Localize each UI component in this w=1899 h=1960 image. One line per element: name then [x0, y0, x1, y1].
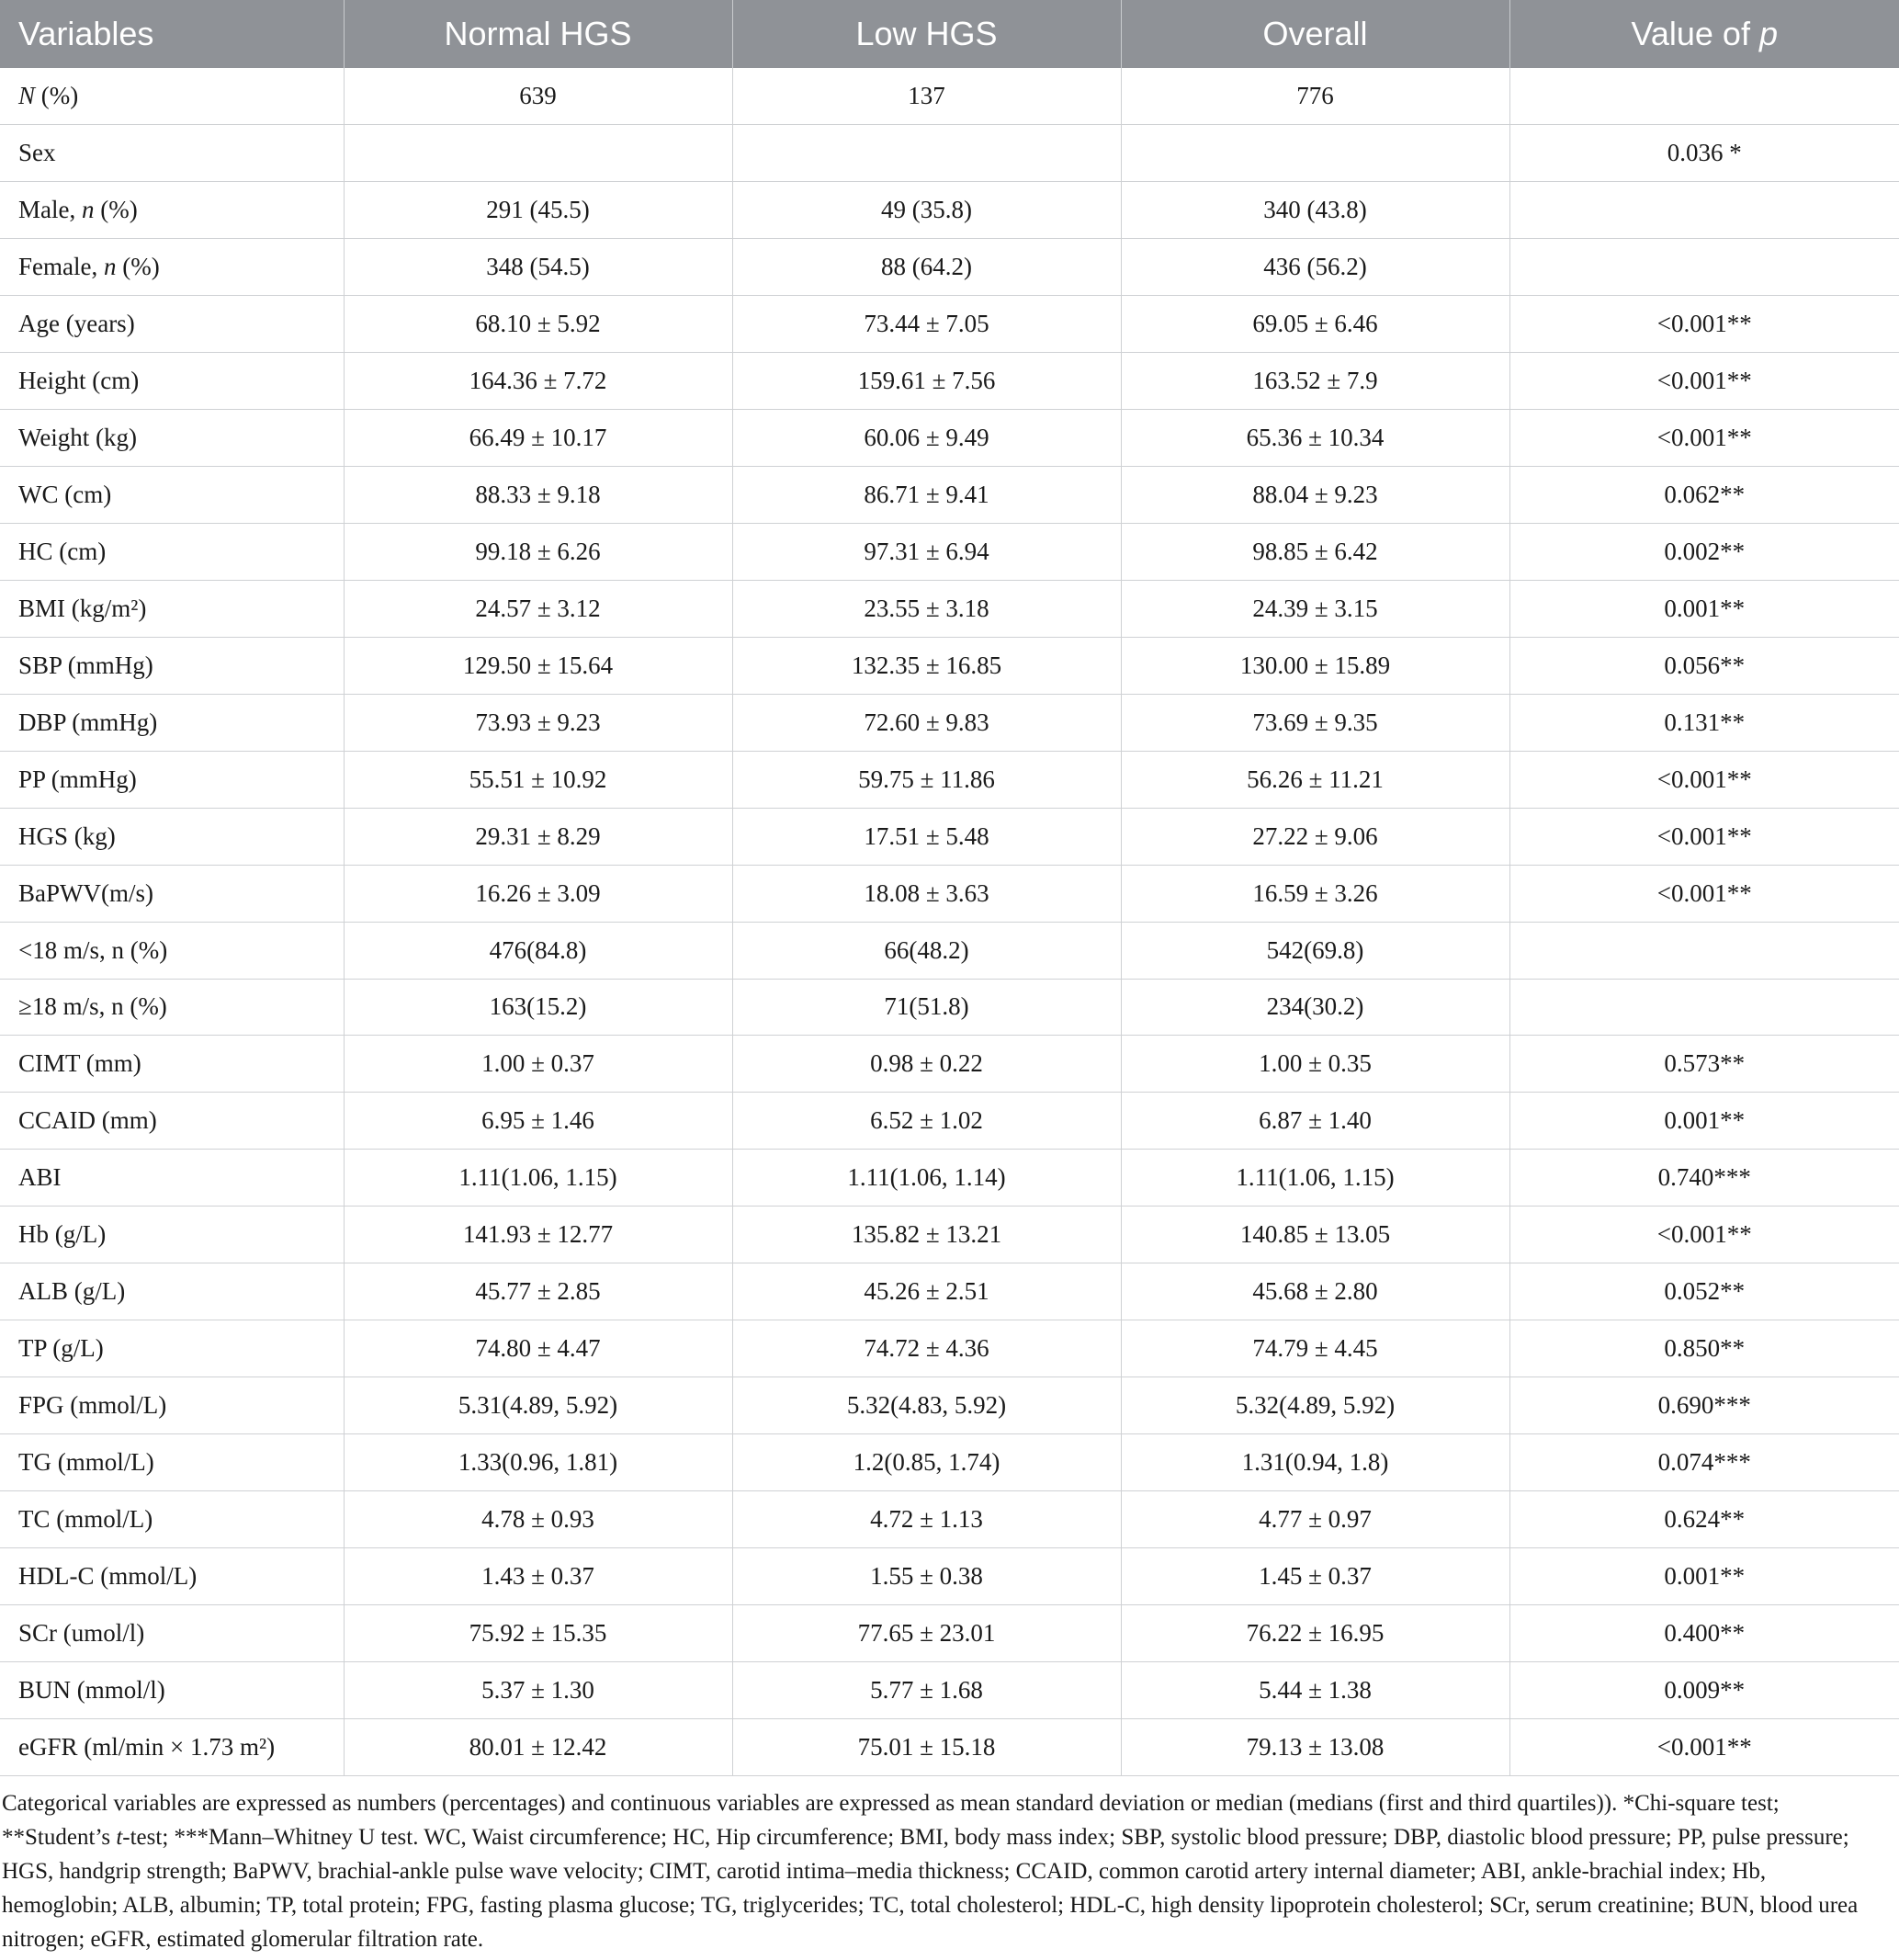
normal-hgs-cell: 1.33(0.96, 1.81): [344, 1434, 732, 1491]
p-value-cell: 0.624**: [1509, 1490, 1899, 1547]
p-value-cell: <0.001**: [1509, 865, 1899, 922]
label-suffix: (%): [94, 196, 138, 224]
variable-label: [0, 1661, 344, 1718]
low-hgs-cell: 73.44 ± 7.05: [732, 296, 1121, 353]
p-value-cell: 0.074***: [1509, 1434, 1899, 1491]
low-hgs-cell: 159.61 ± 7.56: [732, 353, 1121, 410]
normal-hgs-cell: 55.51 ± 10.92: [344, 751, 732, 808]
low-hgs-cell: 4.72 ± 1.13: [732, 1490, 1121, 1547]
label-text: TC (mmol/L): [18, 1504, 153, 1533]
label-text: SBP (mmHg): [18, 651, 153, 679]
low-hgs-cell: 88 (64.2): [732, 239, 1121, 296]
overall-cell: 1.00 ± 0.35: [1121, 1036, 1509, 1093]
low-hgs-cell: 135.82 ± 13.21: [732, 1207, 1121, 1263]
table-row: [0, 1320, 1899, 1377]
low-hgs-cell: 5.32(4.83, 5.92): [732, 1377, 1121, 1434]
overall-cell: 340 (43.8): [1121, 182, 1509, 239]
table-row: [0, 637, 1899, 694]
variable-label: [0, 1207, 344, 1263]
label-text: BUN (mmol/l): [18, 1675, 165, 1704]
normal-hgs-cell: 348 (54.5): [344, 239, 732, 296]
table-row: [0, 1718, 1899, 1775]
table-row: [0, 1434, 1899, 1491]
low-hgs-cell: 17.51 ± 5.48: [732, 808, 1121, 865]
label-text: Male,: [18, 196, 82, 224]
p-value-cell: [1509, 68, 1899, 125]
variable-label: [0, 865, 344, 922]
variable-label: [0, 410, 344, 467]
overall-cell: 1.11(1.06, 1.15): [1121, 1150, 1509, 1207]
table-row: [0, 979, 1899, 1036]
variable-label: [0, 239, 344, 296]
normal-hgs-cell: 24.57 ± 3.12: [344, 580, 732, 637]
table-row: [0, 1150, 1899, 1207]
table-row: [0, 353, 1899, 410]
p-value-cell: 0.002**: [1509, 524, 1899, 581]
normal-hgs-cell: 5.31(4.89, 5.92): [344, 1377, 732, 1434]
header-overall: Overall: [1121, 0, 1509, 68]
p-value-cell: 0.850**: [1509, 1320, 1899, 1377]
table-row: [0, 865, 1899, 922]
normal-hgs-cell: 141.93 ± 12.77: [344, 1207, 732, 1263]
p-value-cell: 0.036 *: [1509, 125, 1899, 182]
label-suffix: (%): [116, 253, 160, 281]
label-text: WC (cm): [18, 481, 112, 509]
variable-label: [0, 751, 344, 808]
overall-cell: 1.45 ± 0.37: [1121, 1547, 1509, 1604]
overall-cell: 5.32(4.89, 5.92): [1121, 1377, 1509, 1434]
overall-cell: 69.05 ± 6.46: [1121, 296, 1509, 353]
header-p-value: [1509, 0, 1899, 68]
variable-label: [0, 1320, 344, 1377]
p-value-cell: 0.690***: [1509, 1377, 1899, 1434]
low-hgs-cell: 132.35 ± 16.85: [732, 637, 1121, 694]
label-text: BMI (kg/m²): [18, 594, 147, 622]
low-hgs-cell: 49 (35.8): [732, 182, 1121, 239]
low-hgs-cell: 75.01 ± 15.18: [732, 1718, 1121, 1775]
label-text: ≥18 m/s, n (%): [18, 992, 167, 1021]
label-text: DBP (mmHg): [18, 708, 158, 736]
normal-hgs-cell: 16.26 ± 3.09: [344, 865, 732, 922]
overall-cell: 140.85 ± 13.05: [1121, 1207, 1509, 1263]
normal-hgs-cell: [344, 125, 732, 182]
normal-hgs-cell: 1.00 ± 0.37: [344, 1036, 732, 1093]
table-row: [0, 467, 1899, 524]
low-hgs-cell: [732, 125, 1121, 182]
label-text: Sex: [18, 139, 56, 167]
label-text: BaPWV(m/s): [18, 878, 153, 907]
normal-hgs-cell: 129.50 ± 15.64: [344, 637, 732, 694]
p-value-cell: 0.400**: [1509, 1604, 1899, 1661]
p-value-cell: <0.001**: [1509, 808, 1899, 865]
header-row: [0, 0, 1899, 68]
normal-hgs-cell: 74.80 ± 4.47: [344, 1320, 732, 1377]
normal-hgs-cell: 80.01 ± 12.42: [344, 1718, 732, 1775]
label-italic: n: [81, 196, 95, 224]
variable-label: [0, 1434, 344, 1491]
normal-hgs-cell: 163(15.2): [344, 979, 732, 1036]
p-value-cell: [1509, 239, 1899, 296]
label-text: PP (mmHg): [18, 765, 137, 793]
table-footnote: [0, 1786, 1885, 1956]
label-text: Female,: [18, 253, 104, 281]
overall-cell: 45.68 ± 2.80: [1121, 1263, 1509, 1320]
variable-label: [0, 1263, 344, 1320]
variable-label: [0, 68, 344, 125]
label-text: FPG (mmol/L): [18, 1391, 167, 1420]
table-row: [0, 239, 1899, 296]
table-header: [0, 0, 1899, 68]
p-value-cell: [1509, 182, 1899, 239]
table-body: [0, 68, 1899, 1775]
low-hgs-cell: 77.65 ± 23.01: [732, 1604, 1121, 1661]
variable-label: [0, 1093, 344, 1150]
table-row: [0, 1377, 1899, 1434]
low-hgs-cell: 23.55 ± 3.18: [732, 580, 1121, 637]
p-value-cell: <0.001**: [1509, 296, 1899, 353]
normal-hgs-cell: 73.93 ± 9.23: [344, 694, 732, 751]
label-italic: N: [18, 82, 36, 110]
table-row: [0, 410, 1899, 467]
table-row: [0, 524, 1899, 581]
p-value-cell: 0.573**: [1509, 1036, 1899, 1093]
variable-label: [0, 922, 344, 979]
low-hgs-cell: 86.71 ± 9.41: [732, 467, 1121, 524]
variable-label: [0, 694, 344, 751]
low-hgs-cell: 59.75 ± 11.86: [732, 751, 1121, 808]
label-text: TG (mmol/L): [18, 1447, 154, 1476]
normal-hgs-cell: 88.33 ± 9.18: [344, 467, 732, 524]
variable-label: [0, 296, 344, 353]
table-row: [0, 182, 1899, 239]
overall-cell: 163.52 ± 7.9: [1121, 353, 1509, 410]
overall-cell: 5.44 ± 1.38: [1121, 1661, 1509, 1718]
variable-label: [0, 808, 344, 865]
label-text: eGFR (ml/min × 1.73 m²): [18, 1732, 276, 1761]
label-text: ABI: [18, 1163, 62, 1192]
normal-hgs-cell: 476(84.8): [344, 922, 732, 979]
variable-label: [0, 467, 344, 524]
overall-cell: 24.39 ± 3.15: [1121, 580, 1509, 637]
label-text: <18 m/s, n (%): [18, 935, 168, 964]
p-value-cell: 0.131**: [1509, 694, 1899, 751]
p-value-cell: 0.740***: [1509, 1150, 1899, 1207]
label-text: TP (g/L): [18, 1334, 104, 1363]
low-hgs-cell: 137: [732, 68, 1121, 125]
normal-hgs-cell: 45.77 ± 2.85: [344, 1263, 732, 1320]
table-row: [0, 296, 1899, 353]
label-text: HDL-C (mmol/L): [18, 1561, 198, 1590]
overall-cell: 65.36 ± 10.34: [1121, 410, 1509, 467]
label-text: Height (cm): [18, 367, 140, 395]
overall-cell: 16.59 ± 3.26: [1121, 865, 1509, 922]
overall-cell: 27.22 ± 9.06: [1121, 808, 1509, 865]
table-row: [0, 68, 1899, 125]
overall-cell: 98.85 ± 6.42: [1121, 524, 1509, 581]
variable-label: [0, 1036, 344, 1093]
low-hgs-cell: 66(48.2): [732, 922, 1121, 979]
low-hgs-cell: 60.06 ± 9.49: [732, 410, 1121, 467]
overall-cell: 74.79 ± 4.45: [1121, 1320, 1509, 1377]
table-row: [0, 1207, 1899, 1263]
p-value-cell: 0.056**: [1509, 637, 1899, 694]
normal-hgs-cell: 68.10 ± 5.92: [344, 296, 732, 353]
low-hgs-cell: 45.26 ± 2.51: [732, 1263, 1121, 1320]
header-normal-hgs: Normal HGS: [344, 0, 732, 68]
variable-label: [0, 524, 344, 581]
p-value-cell: <0.001**: [1509, 751, 1899, 808]
label-text: ALB (g/L): [18, 1277, 126, 1306]
overall-cell: [1121, 125, 1509, 182]
header-p-prefix: Value of: [1631, 15, 1759, 52]
label-text: SCr (umol/l): [18, 1618, 145, 1647]
table-row: [0, 694, 1899, 751]
label-text: Age (years): [18, 310, 135, 338]
overall-cell: 436 (56.2): [1121, 239, 1509, 296]
variable-label: [0, 1718, 344, 1775]
low-hgs-cell: 97.31 ± 6.94: [732, 524, 1121, 581]
normal-hgs-cell: 1.11(1.06, 1.15): [344, 1150, 732, 1207]
label-text: CIMT (mm): [18, 1049, 141, 1078]
variable-label: [0, 1547, 344, 1604]
low-hgs-cell: 1.55 ± 0.38: [732, 1547, 1121, 1604]
p-value-cell: 0.052**: [1509, 1263, 1899, 1320]
low-hgs-cell: 1.2(0.85, 1.74): [732, 1434, 1121, 1491]
overall-cell: 6.87 ± 1.40: [1121, 1093, 1509, 1150]
variable-label: [0, 1377, 344, 1434]
normal-hgs-cell: 66.49 ± 10.17: [344, 410, 732, 467]
low-hgs-cell: 71(51.8): [732, 979, 1121, 1036]
normal-hgs-cell: 6.95 ± 1.46: [344, 1093, 732, 1150]
normal-hgs-cell: 99.18 ± 6.26: [344, 524, 732, 581]
table-row: [0, 808, 1899, 865]
low-hgs-cell: 5.77 ± 1.68: [732, 1661, 1121, 1718]
table-row: [0, 580, 1899, 637]
table-row: [0, 1547, 1899, 1604]
normal-hgs-cell: 164.36 ± 7.72: [344, 353, 732, 410]
table-row: [0, 1604, 1899, 1661]
low-hgs-cell: 74.72 ± 4.36: [732, 1320, 1121, 1377]
header-p-italic: p: [1758, 15, 1778, 52]
variable-label: [0, 637, 344, 694]
overall-cell: 76.22 ± 16.95: [1121, 1604, 1509, 1661]
footnote-part-2: -test; ***Mann–Whitney U test. WC, Waist circumference; HC, Hip circumference; BMI, body mass index; SBP, systolic blood pressure; DBP, diastolic blood pressure; PP, pulse pressure; HGS, handgrip strength; BaPWV, brachial-ankle pulse wave velocity; CIMT, carotid intima–media thickness; CCAID, common carotid artery internal diameter; ABI, ankle-brachial index; Hb, hemoglobin; ALB, albumin; TP, total protein; FPG, fasting plasma glucose; TG, triglycerides; TC, total cholesterol; HDL-C, high density lipoprotein cholesterol; SCr, serum creatinine; BUN, blood urea nitrogen; eGFR, estimated glomerular filtration rate.: [2, 1825, 1859, 1952]
label-suffix: (%): [35, 82, 79, 110]
low-hgs-cell: 72.60 ± 9.83: [732, 694, 1121, 751]
header-variables: Variables: [0, 0, 344, 68]
p-value-cell: [1509, 922, 1899, 979]
normal-hgs-cell: 291 (45.5): [344, 182, 732, 239]
table-row: [0, 1036, 1899, 1093]
table-row: [0, 751, 1899, 808]
overall-cell: 234(30.2): [1121, 979, 1509, 1036]
overall-cell: 56.26 ± 11.21: [1121, 751, 1509, 808]
footnote-t-italic: t: [116, 1825, 123, 1850]
variable-label: [0, 1604, 344, 1661]
low-hgs-cell: 18.08 ± 3.63: [732, 865, 1121, 922]
label-text: Weight (kg): [18, 424, 138, 452]
label-text: HGS (kg): [18, 821, 116, 850]
low-hgs-cell: 1.11(1.06, 1.14): [732, 1150, 1121, 1207]
table-row: [0, 125, 1899, 182]
overall-cell: 4.77 ± 0.97: [1121, 1490, 1509, 1547]
variable-label: [0, 1490, 344, 1547]
normal-hgs-cell: 639: [344, 68, 732, 125]
overall-cell: 1.31(0.94, 1.8): [1121, 1434, 1509, 1491]
p-value-cell: 0.009**: [1509, 1661, 1899, 1718]
p-value-cell: [1509, 979, 1899, 1036]
variable-label: [0, 353, 344, 410]
low-hgs-cell: 6.52 ± 1.02: [732, 1093, 1121, 1150]
variable-label: [0, 979, 344, 1036]
normal-hgs-cell: 29.31 ± 8.29: [344, 808, 732, 865]
normal-hgs-cell: 4.78 ± 0.93: [344, 1490, 732, 1547]
label-italic: n: [103, 253, 117, 281]
p-value-cell: <0.001**: [1509, 410, 1899, 467]
p-value-cell: <0.001**: [1509, 1718, 1899, 1775]
label-text: HC (cm): [18, 537, 107, 565]
variable-label: [0, 580, 344, 637]
label-text: CCAID (mm): [18, 1106, 157, 1135]
overall-cell: 73.69 ± 9.35: [1121, 694, 1509, 751]
footnote-part-1: Categorical variables are expressed as numbers (percentages) and continuous variables are expressed as mean standard deviation or median (medians (first and third quartiles)). *Chi-square test; **Student’s: [2, 1791, 1780, 1850]
overall-cell: 88.04 ± 9.23: [1121, 467, 1509, 524]
low-hgs-cell: 0.98 ± 0.22: [732, 1036, 1121, 1093]
variable-label: [0, 1150, 344, 1207]
p-value-cell: 0.001**: [1509, 580, 1899, 637]
overall-cell: 776: [1121, 68, 1509, 125]
table-row: [0, 922, 1899, 979]
overall-cell: 542(69.8): [1121, 922, 1509, 979]
p-value-cell: <0.001**: [1509, 353, 1899, 410]
table-row: [0, 1490, 1899, 1547]
normal-hgs-cell: 1.43 ± 0.37: [344, 1547, 732, 1604]
table-row: [0, 1093, 1899, 1150]
variable-label: [0, 182, 344, 239]
header-low-hgs: Low HGS: [732, 0, 1121, 68]
p-value-cell: <0.001**: [1509, 1207, 1899, 1263]
overall-cell: 79.13 ± 13.08: [1121, 1718, 1509, 1775]
table-row: [0, 1263, 1899, 1320]
p-value-cell: 0.001**: [1509, 1093, 1899, 1150]
variable-label: [0, 125, 344, 182]
p-value-cell: 0.062**: [1509, 467, 1899, 524]
p-value-cell: 0.001**: [1509, 1547, 1899, 1604]
table-row: [0, 1661, 1899, 1718]
label-text: Hb (g/L): [18, 1220, 107, 1249]
normal-hgs-cell: 5.37 ± 1.30: [344, 1661, 732, 1718]
overall-cell: 130.00 ± 15.89: [1121, 637, 1509, 694]
normal-hgs-cell: 75.92 ± 15.35: [344, 1604, 732, 1661]
